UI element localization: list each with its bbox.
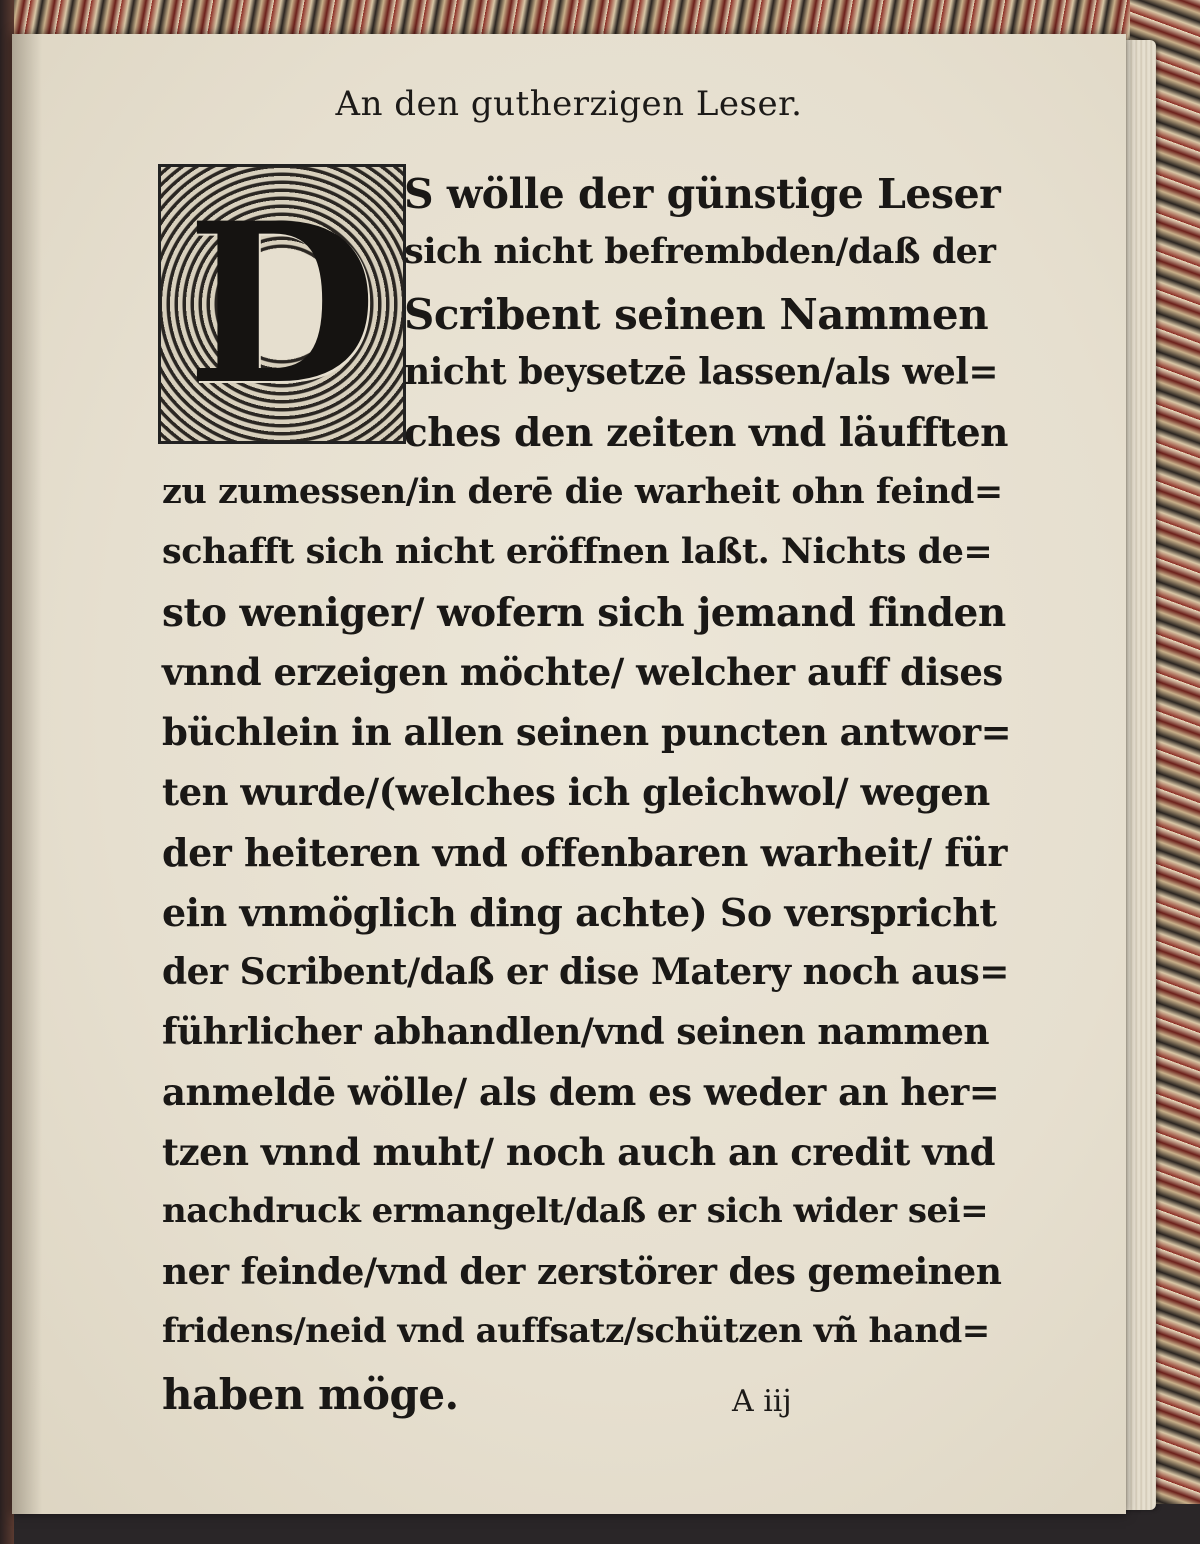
text-line: büchlein in allen seinen puncten antwor= (162, 710, 1012, 754)
text-line: sich nicht befrembden/daß der (404, 231, 996, 272)
text-line: sto weniger/ wofern sich jemand finden (162, 590, 1006, 636)
text-line: führlicher abhandlen/vnd seinen nammen (162, 1011, 990, 1053)
text-line: nicht beysetzē lassen/als wel= (404, 351, 999, 393)
signature-mark: A iij (732, 1384, 792, 1419)
text-line: ner feinde/vnd der zerstörer des gemeinen (162, 1251, 1002, 1293)
text-line: der heiteren vnd offenbaren warheit/ für (162, 830, 1007, 875)
text-line: zu zumessen/in derē die warheit ohn feind= (162, 471, 1003, 512)
text-line: ein vnmöglich ding achte) So verspricht (162, 890, 997, 935)
decorated-initial (158, 164, 406, 444)
text-line: vnnd erzeigen möchte/ welcher auff dises (162, 650, 1003, 694)
text-line: ten wurde/(welches ich gleichwol/ wegen (162, 770, 990, 814)
text-line: schafft sich nicht eröffnen laßt. Nichts de= (162, 531, 993, 572)
text-line: nachdruck ermangelt/daß er sich wider sei= (162, 1191, 989, 1231)
text-line: Scribent seinen Nammen (404, 290, 989, 339)
text-line: tzen vnnd muht/ noch auch an credit vnd (162, 1130, 995, 1174)
page-header: An den gutherzigen Leser. (335, 84, 803, 124)
text-line: anmeldē wölle/ als dem es weder an her= (162, 1070, 1000, 1114)
text-line: S wölle der günstige Leser (404, 170, 1001, 218)
page-gutter (12, 34, 42, 1514)
book-page (12, 34, 1126, 1514)
initial-letter: D (186, 174, 378, 433)
text-line: haben möge. (162, 1370, 459, 1419)
text-line: ches den zeiten vnd läufften (404, 410, 1009, 456)
text-line: fridens/neid vnd auffsatz/schützen vñ hand= (162, 1311, 990, 1351)
text-line: der Scribent/daß er dise Matery noch aus= (162, 951, 1009, 993)
